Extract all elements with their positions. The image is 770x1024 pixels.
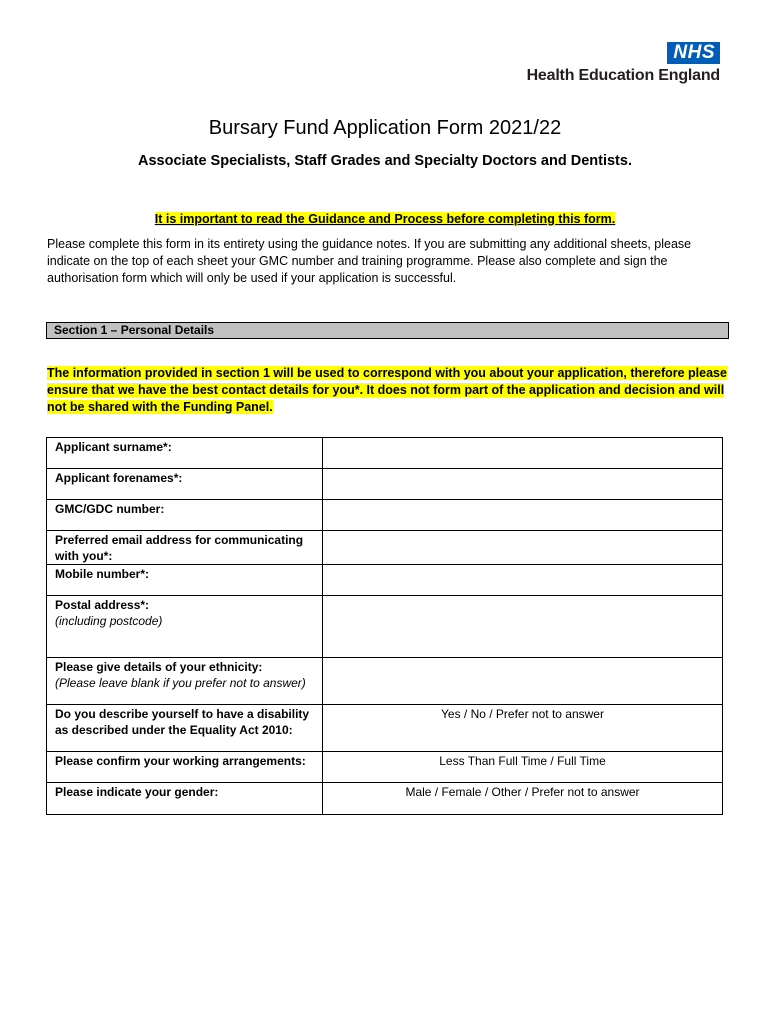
mobile-field[interactable]	[323, 565, 723, 596]
table-row	[47, 438, 723, 469]
table-row	[47, 705, 723, 752]
postal-label: Postal address*:	[55, 598, 150, 612]
important-notice-text: It is important to read the Guidance and Process before completing this form.	[154, 212, 616, 226]
email-field[interactable]	[323, 531, 723, 565]
table-row	[47, 500, 723, 531]
email-label: Preferred email address for communicating with you*:	[47, 531, 323, 565]
gmc-label: GMC/GDC number:	[47, 500, 323, 531]
table-row	[47, 531, 723, 565]
forenames-label: Applicant forenames*:	[47, 469, 323, 500]
working-label: Please confirm your working arrangements:	[47, 752, 323, 783]
forenames-field[interactable]	[323, 469, 723, 500]
page-title: Bursary Fund Application Form 2021/22	[208, 117, 562, 139]
working-options[interactable]: Less Than Full Time / Full Time	[323, 752, 723, 783]
organisation-name: Health Education England	[526, 67, 720, 84]
surname-field[interactable]	[323, 438, 723, 469]
intro-paragraph: Please complete this form in its entirety using the guidance notes. If you are submitting any additional sheets, please indicate on the top of each sheet your GMC number and training programme. Please also complete and sign the authorisation form which will only be used if your application is successful.	[47, 237, 692, 285]
hee-logo	[527, 42, 720, 85]
table-row	[47, 565, 723, 596]
ethnicity-label: Please give details of your ethnicity:	[55, 660, 263, 674]
gender-label: Please indicate your gender:	[47, 783, 323, 815]
table-row	[47, 596, 723, 658]
gmc-field[interactable]	[323, 500, 723, 531]
gender-options[interactable]: Male / Female / Other / Prefer not to answer	[323, 783, 723, 815]
section-1-heading: Section 1 – Personal Details	[46, 322, 729, 339]
page-subtitle: Associate Specialists, Staff Grades and Specialty Doctors and Dentists.	[138, 153, 632, 169]
ethnicity-hint: (Please leave blank if you prefer not to answer)	[55, 675, 306, 690]
section-1-notice-text: The information provided in section 1 will be used to correspond with you about your application, therefore please ensure that we have the best contact details for you*. It does not form part of the application and decision and will not be shared with the Funding Panel.	[47, 366, 727, 414]
important-notice	[0, 210, 770, 228]
surname-label: Applicant surname*:	[47, 438, 323, 469]
table-row	[47, 752, 723, 783]
personal-details-table	[46, 437, 723, 815]
mobile-label: Mobile number*:	[47, 565, 323, 596]
table-row	[47, 469, 723, 500]
postal-field[interactable]	[323, 596, 723, 658]
section-1-notice	[47, 365, 727, 416]
postal-hint: (including postcode)	[55, 613, 163, 628]
ethnicity-field[interactable]	[323, 658, 723, 705]
table-row	[47, 658, 723, 705]
nhs-logo-badge: NHS	[667, 42, 720, 64]
postal-label-cell	[47, 596, 323, 658]
disability-label: Do you describe yourself to have a disability as described under the Equality Act 2010:	[47, 705, 323, 752]
table-row	[47, 783, 723, 815]
ethnicity-label-cell	[47, 658, 323, 705]
disability-options[interactable]: Yes / No / Prefer not to answer	[323, 705, 723, 752]
